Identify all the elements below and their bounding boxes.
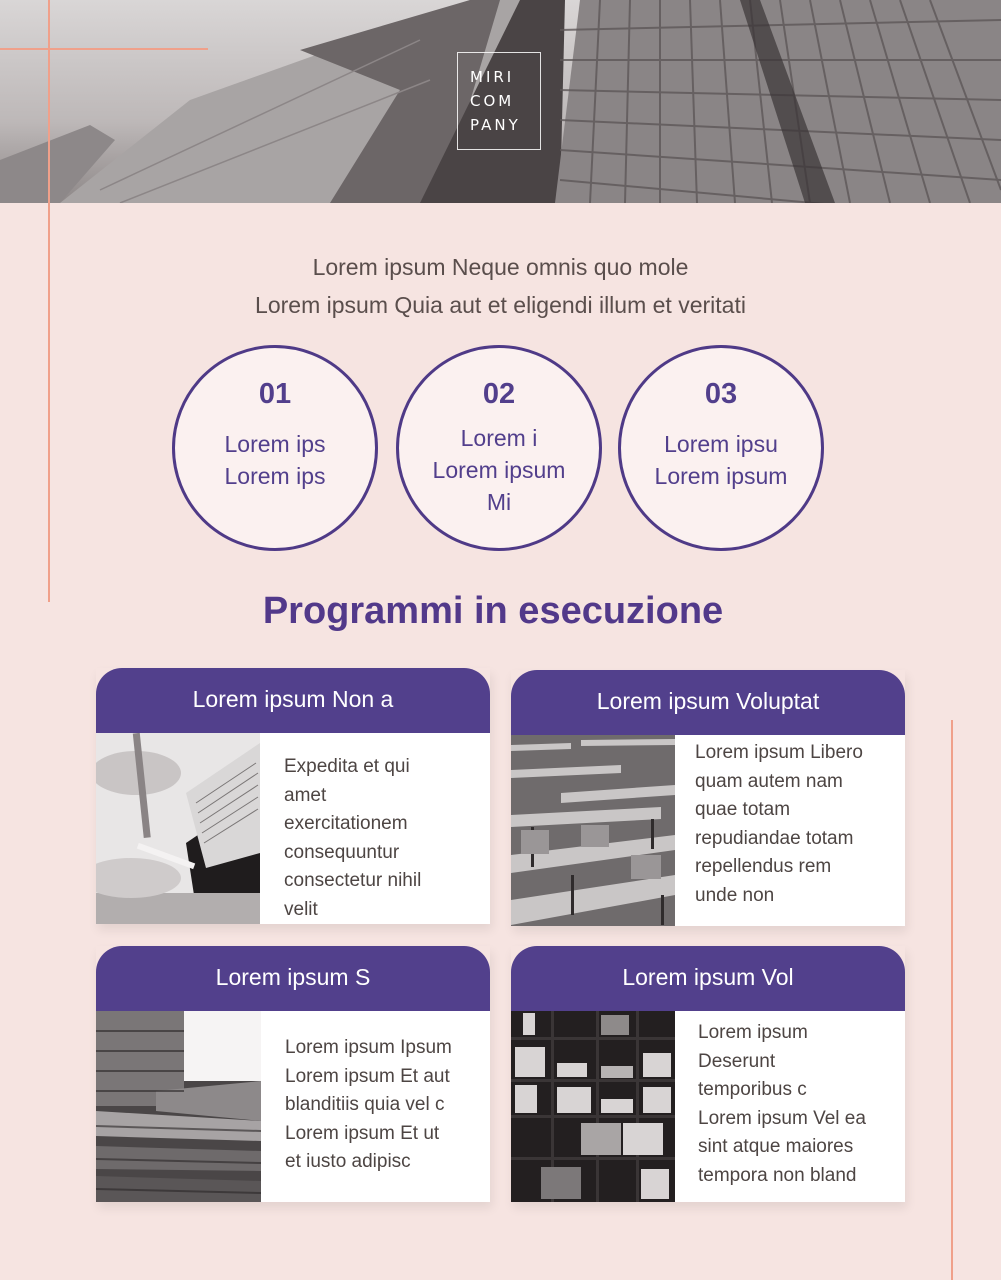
description-line: tempora non bland: [698, 1164, 857, 1186]
description-line: Lorem ipsum Et ut: [285, 1122, 440, 1144]
decorative-line-horizontal-top: [0, 48, 208, 50]
description-line: Lorem ipsum Libero: [695, 742, 863, 763]
program-card-body: [96, 1011, 490, 1202]
program-card: [511, 946, 905, 1202]
description-line: Deserunt: [698, 1050, 776, 1072]
step-text: [175, 428, 375, 492]
program-card-description: [284, 753, 480, 925]
program-card-title: Lorem ipsum Vol: [511, 946, 905, 1011]
description-line: amet: [284, 784, 327, 806]
description-line: temporibus c: [698, 1079, 807, 1101]
logo-line-3: PANY: [470, 116, 521, 134]
step-number: 01: [258, 378, 292, 410]
description-line: unde non: [695, 884, 775, 906]
description-line: repellendus rem: [695, 856, 832, 878]
step-number: 02: [482, 378, 516, 410]
step-text-line: Lorem ips: [224, 463, 326, 489]
program-card: [96, 946, 490, 1202]
step-text-line: Lorem ipsum: [432, 457, 566, 483]
program-card-description: [698, 1019, 895, 1191]
description-line: consectetur nihil: [284, 870, 422, 892]
program-card-description: [695, 739, 895, 911]
step-text-line: Mi: [486, 489, 512, 515]
hero-building-photo: [0, 0, 1001, 203]
description-line: quae totam: [695, 799, 791, 821]
step-number: 03: [704, 378, 738, 410]
description-line: quam autem nam: [695, 770, 843, 792]
logo-line-2: COM: [470, 92, 515, 110]
description-line: Lorem ipsum Ipsum: [285, 1037, 452, 1058]
auditorium-seats-photo: [96, 1011, 261, 1202]
intro-line-1: Lorem ipsum Neque omnis quo mole: [312, 254, 689, 280]
decorative-line-vertical-right: [951, 720, 953, 1280]
program-card-body: [511, 1011, 905, 1202]
program-card: [511, 670, 905, 926]
description-line: consequuntur: [284, 841, 400, 863]
description-line: repudiandae totam: [695, 827, 854, 849]
program-card-title: Lorem ipsum S: [96, 946, 490, 1011]
program-card-body: [96, 733, 490, 924]
description-line: exercitationem: [284, 813, 408, 835]
hands-writing-photo: [96, 733, 260, 924]
step-circle-02: [396, 345, 602, 551]
step-text-line: Lorem ips: [224, 431, 326, 457]
program-card-title: Lorem ipsum Non a: [96, 668, 490, 733]
section-title: Programmi in esecuzione: [262, 590, 724, 632]
step-text-line: Lorem ipsum: [654, 463, 788, 489]
step-text: [399, 422, 599, 518]
description-line: sint atque maiores: [698, 1136, 854, 1158]
program-card-description: [285, 1034, 480, 1177]
step-text-line: Lorem i: [460, 425, 538, 451]
classroom-desks-photo: [511, 735, 675, 926]
description-line: blanditiis quia vel c: [285, 1094, 445, 1116]
step-circle-01: [172, 345, 378, 551]
description-line: Lorem ipsum Et aut: [285, 1065, 450, 1087]
intro-line-2: Lorem ipsum Quia aut et eligendi illum et veritati: [255, 292, 746, 318]
description-line: Expedita et qui: [284, 756, 410, 777]
company-logo: [457, 52, 541, 150]
logo-line-1: MIRI: [470, 68, 515, 86]
description-line: velit: [284, 898, 318, 920]
step-text: [621, 428, 821, 492]
step-circle-03: [618, 345, 824, 551]
intro-text: [0, 248, 1001, 324]
program-card: [96, 668, 490, 924]
description-line: et iusto adipisc: [285, 1151, 411, 1173]
program-card-title: Lorem ipsum Voluptat: [511, 670, 905, 735]
bookshelf-photo: [511, 1011, 675, 1202]
step-text-line: Lorem ipsu: [664, 431, 778, 457]
description-line: Lorem ipsum Vel ea: [698, 1107, 866, 1129]
program-card-body: [511, 735, 905, 926]
description-line: Lorem ipsum: [698, 1022, 808, 1043]
